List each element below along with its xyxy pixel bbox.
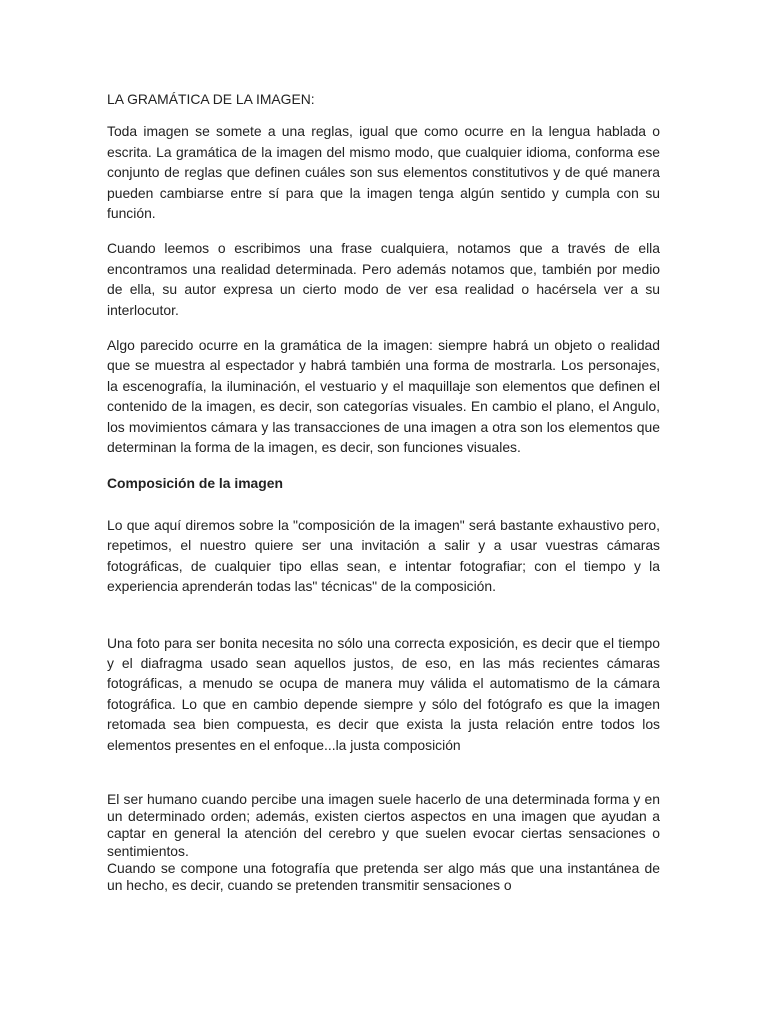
section-heading: Composición de la imagen [107, 474, 283, 491]
paragraph-exposure: Una foto para ser bonita necesita no sólo una correcta exposición, es decir que el tiempo y el diafragma usado sean aquellos justos, de eso, en las más recientes cámaras fotográficas, a menudo se ocupa de manera muy válida el automatismo de la cámara fotográfica. Lo que en cambio depende siempre y sólo del fotógrafo es que la imagen retomada sea bien compuesta, es decir que exista la justa relación entre todos los elementos presentes en el enfoque...la justa composición [107, 634, 660, 753]
paragraph-composition: Lo que aquí diremos sobre la "composición de la imagen" será bastante exhaustivo pero, repetimos, el nuestro quiere ser una invitación a salir y a usar vuestras cámaras fotográficas, de cualquier tipo ellas sean, e intentar fotografiar; con el tiempo y la experiencia aprenderán todas las" técnicas" de la composición. [107, 516, 660, 595]
paragraph-reading: Cuando leemos o escribimos una frase cualquiera, notamos que a través de ella encontramos una realidad determinada. Pero además notamos que, también por medio de ella, su autor expresa un cierto modo de ver esa realidad o hacérsela ver a su interlocutor. [107, 240, 660, 318]
document-body [107, 89, 660, 894]
paragraph-intro: Toda imagen se somete a una reglas, igual que como ocurre en la lengua hablada o escrita. La gramática de la imagen del mismo modo, que cualquier idioma, conforma ese conjunto de reglas que definen cuáles son sus elementos constitutivos y de qué manera pueden cambiarse entre sí para que la imagen tenga algún sentido y cumpla con su función. [107, 123, 660, 222]
paragraph-grammar: Algo parecido ocurre en la gramática de la imagen: siempre habrá un objeto o realidad que se muestra al espectador y habrá también una forma de mostrarla. Los personajes, la escenografía, la iluminación, el vestuario y el maquillaje son elementos que definen el contenido de la imagen, es decir, son categorías visuales. En cambio el plano, el Angulo, los movimientos cámara y las transacciones de una imagen a otra son los elementos que determinan la forma de la imagen, es decir, son funciones visuales. [107, 337, 660, 456]
paragraph-photograph: Cuando se compone una fotografía que pretenda ser algo más que una instantánea de un hecho, es decir, cuando se pretenden transmitir sensaciones o [107, 859, 660, 893]
paragraph-perception: El ser humano cuando percibe una imagen suele hacerlo de una determinada forma y en un determinado orden; además, existen ciertos aspectos en una imagen que ayudan a captar en general la atención del cerebro y que suelen evocar ciertas sensaciones o sentimientos. [107, 790, 660, 859]
document-title: LA GRAMÁTICA DE LA IMAGEN: [107, 91, 315, 107]
